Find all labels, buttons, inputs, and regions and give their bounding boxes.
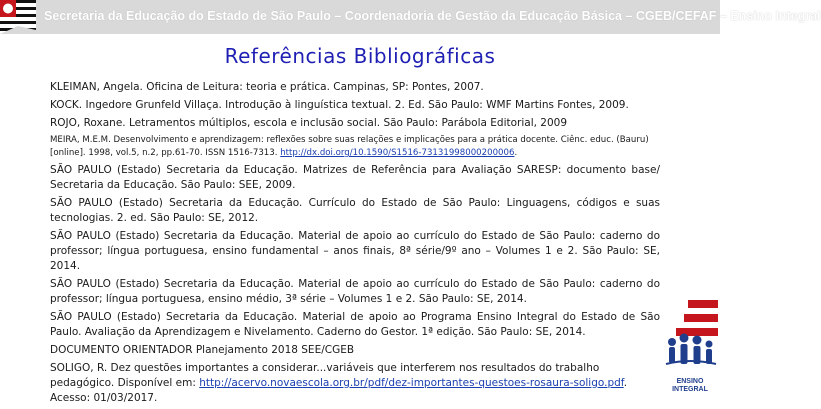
reference-text: KLEIMAN, Angela. Oficina de Leitura: teoria e prática. Campinas, SP: Pontes, 2007.: [50, 81, 484, 93]
page-title: Referências Bibliográficas: [224, 44, 496, 68]
banner-title: Secretaria da Educação do Estado de São Paulo – Coordenadoria de Gestão da Educação Básica – CGEB/CEFAF – Ensino Integral: [44, 9, 821, 23]
reference-text: SÃO PAULO (Estado) Secretaria da Educação. Matrizes de Referência para Avaliação SARESP: documento base/ Secretaria da Educação. São Paulo: SEE, 2009.: [50, 164, 660, 191]
pdf-link[interactable]: http://acervo.novaescola.org.br/pdf/dez-importantes-questoes-rosaura-soligo.pdf: [199, 377, 624, 389]
reference-text: SÃO PAULO (Estado) Secretaria da Educação. Currículo do Estado de São Paulo: Linguagens, códigos e suas tecnologias. 2. ed. São Paulo: SE, 2012.: [50, 197, 660, 224]
reference-item: [50, 361, 660, 406]
reference-item: [50, 98, 660, 113]
reference-list: [50, 80, 660, 409]
logo-label: [664, 378, 716, 394]
reference-text: SOLIGO, R. Dez questões importantes a considerar...variáveis que interferem nos resultados do trabalho pedagógico. Disponível em:: [50, 362, 600, 389]
reference-item: [50, 229, 660, 274]
reference-item: [50, 116, 660, 131]
reference-item: [50, 343, 660, 358]
logo-text-line2: INTEGRAL: [672, 386, 708, 393]
reference-item: [50, 134, 660, 160]
reference-item: [50, 310, 660, 340]
reference-text-after: .: [514, 148, 518, 158]
reference-text-after: . Acesso: 01/03/2017.: [50, 377, 628, 404]
reference-text: MEIRA, M.E.M. Desenvolvimento e aprendizagem: reflexões sobre suas relações e implicações para a prática docente. Ciênc. educ. (Bauru) [online]. 1998, vol.5, n.2, pp.61-70. ISSN 1516-7313.: [50, 135, 649, 158]
reference-item: [50, 163, 660, 193]
reference-item: [50, 80, 660, 95]
doi-link[interactable]: http://dx.doi.org/10.1590/S1516-73131998000200006: [280, 148, 515, 158]
reference-text: SÃO PAULO (Estado) Secretaria da Educação. Material de apoio ao currículo do Estado de São Paulo: caderno do professor; língua portuguesa, ensino médio, 3ª série – Volumes 1 e 2. São Paulo: SE, 2014.: [50, 278, 660, 305]
reference-item: [50, 196, 660, 226]
sao-paulo-flag-icon: [0, 0, 36, 34]
reference-text: KOCK. Ingedore Grunfeld Villaça. Introdução à linguística textual. 2. Ed. São Paulo: WMF Martins Fontes, 2009.: [50, 99, 629, 111]
reference-text: ROJO, Roxane. Letramentos múltiplos, escola e inclusão social. São Paulo: Parábola Editorial, 2009: [50, 117, 568, 129]
logo-text-line1: ENSINO: [676, 378, 704, 385]
header-banner: [0, 0, 821, 34]
reference-text: SÃO PAULO (Estado) Secretaria da Educação. Material de apoio ao currículo do Estado de São Paulo: caderno do professor; língua portuguesa, ensino fundamental – anos finais, 8ª série/9º ano – Volumes 1 e 2. São Paulo: SE, 2014.: [50, 230, 660, 272]
reference-text: SÃO PAULO (Estado) Secretaria da Educação. Material de apoio ao Programa Ensino Integral do Estado de São Paulo. Avaliação da Aprendizagem e Nivelamento. Caderno do Gestor. 1ª edição. São Paulo: SE, 2014.: [50, 311, 660, 338]
reference-text: DOCUMENTO ORIENTADOR Planejamento 2018 SEE/CGEB: [50, 344, 355, 356]
reference-item: [50, 277, 660, 307]
